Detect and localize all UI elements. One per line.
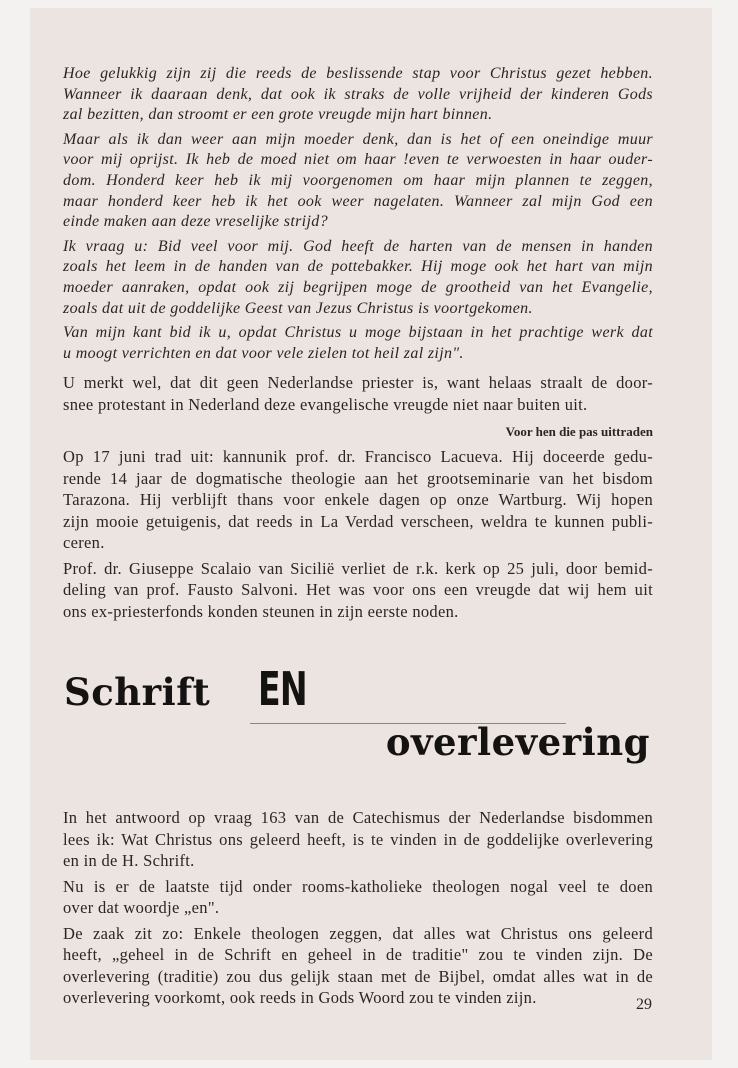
text-line (63, 579, 653, 601)
paragraph (63, 130, 653, 233)
text-line-content: De zaak zit zo: Enkele theologen zeggen, dat alles wat Christus ons geleerd (63, 923, 653, 943)
text-line (63, 372, 653, 394)
text-line-content: overlevering voorkomt, ook reeds in Gods Woord zou te vinden zijn. (63, 988, 537, 1007)
text-line-content: Op 17 juni trad uit: kannunik prof. dr. Francisco Lacueva. Hij doceerde gedu- (63, 447, 653, 466)
text-line (63, 829, 653, 851)
text-line-content: In het antwoord op vraag 163 van de Catechismus der Nederlandse bisdommen (63, 808, 653, 827)
text-line-content: maar honderd keer heb ik het ook weer nagelaten. Wanneer zal mijn God een (63, 192, 653, 210)
text-line (63, 446, 653, 468)
paragraph (63, 372, 653, 415)
text-line (63, 344, 653, 365)
text-line (63, 85, 653, 106)
text-line (63, 278, 653, 299)
text-line (63, 299, 653, 320)
text-line (63, 130, 653, 151)
article-body (63, 807, 653, 1009)
text-line-content: U merkt wel, dat dit geen Nederlandse priester is, want helaas straalt de door- (63, 373, 653, 392)
text-line-content: over dat woordje „en". (63, 898, 220, 917)
text-line (63, 511, 653, 533)
text-line-content: zoals het leem in de handen van de pottebakker. Hij moge ook het hart van mijn (63, 258, 653, 276)
text-line-content: snee protestant in Nederland deze evangelische vreugde niet naar buiten uit. (63, 394, 588, 414)
text-line-content: Van mijn kant bid ik u, opdat Christus u moge bijstaan in het prachtige werk dat (63, 324, 653, 342)
text-line-content: rende 14 jaar de dogmatische theologie aan het grootseminarie van het bisdom (63, 468, 653, 488)
section-heading: Voor hen die pas uittraden (505, 424, 653, 439)
text-line (63, 923, 653, 945)
paragraph (63, 237, 653, 319)
text-line (63, 192, 653, 213)
comment-paragraph (63, 372, 653, 415)
text-line (63, 850, 653, 872)
text-line (63, 394, 653, 416)
text-line (63, 237, 653, 258)
title-schrift: Schrift (64, 670, 211, 714)
text-line (63, 558, 653, 580)
text-line-content: u moogt verrichten en dat voor vele zielen tot heil zal zijn". (63, 344, 464, 362)
text-line-content: einde maken aan deze vreselijke strijd? (63, 213, 328, 231)
text-line (63, 807, 653, 829)
text-line-content: dom. Honderd keer heb ik mij voorgenomen om haar mijn plannen te zeggen, (63, 171, 653, 189)
text-line-content: Wanneer ik daaraan denk, dat ook ik straks de volle vrijheid der kinderen Gods (63, 85, 653, 103)
text-line (63, 987, 653, 1009)
text-line-content: deling van prof. Fausto Salvoni. Het was voor ons een vreugde dat wij hem uit (63, 580, 653, 599)
text-line-content: Ik vraag u: Bid veel voor mij. God heeft de harten van de mensen in handen (63, 237, 653, 255)
text-line (63, 876, 653, 898)
text-line (63, 171, 653, 192)
text-line (63, 468, 653, 490)
text-line (63, 64, 653, 85)
text-line (63, 966, 653, 988)
text-line-content: moeder aanraken, opdat ook zij begrijpen moge de grootheid van het Evangelie, (63, 278, 653, 296)
page-number: 29 (636, 996, 652, 1013)
text-line (63, 105, 653, 126)
text-line (63, 323, 653, 344)
title-en: EN (258, 662, 307, 716)
paragraph (63, 876, 653, 919)
letter-quote (63, 64, 653, 364)
section-body (63, 446, 653, 622)
paragraph (63, 807, 653, 872)
text-line (63, 897, 653, 919)
text-line-content: Nu is er de laatste tijd onder rooms-katholieke theologen nogal veel te doen (63, 876, 653, 896)
paragraph (63, 923, 653, 1009)
paragraph (63, 64, 653, 126)
text-line (63, 150, 653, 171)
text-line-content: Tarazona. Hij verblijft thans voor enkele dagen op onze Wartburg. Wij hopen (63, 490, 653, 509)
text-line-content: ceren. (63, 533, 105, 552)
title-overlevering: overlevering (385, 720, 650, 764)
text-line-content: heeft, „geheel in de Schrift en geheel in de traditie" zou te vinden zijn. De (63, 945, 653, 964)
text-line (63, 601, 653, 623)
text-line (63, 532, 653, 554)
text-line-content: zal bezitten, dan stroomt er een grote vreugde mijn hart binnen. (63, 106, 493, 124)
text-line (63, 257, 653, 278)
paragraph (63, 446, 653, 554)
text-line-content: Prof. dr. Giuseppe Scalaio van Sicilië verliet de r.k. kerk op 25 juli, door bemid- (63, 558, 653, 578)
text-line-content: Maar als ik dan weer aan mijn moeder denk, dan is het of een oneindige muur (63, 130, 653, 148)
paragraph (63, 323, 653, 364)
text-line-content: lees ik: Wat Christus ons geleerd heeft, is te vinden in de goddelijke overlevering (63, 829, 653, 849)
text-line-content: Hoe gelukkig zijn zij die reeds de beslissende stap voor Christus gezet hebben. (63, 65, 653, 82)
text-line-content: voor mij oprijst. Ik heb de moed niet om haar !even te verwoesten in haar ouder- (63, 151, 653, 169)
paragraph (63, 558, 653, 623)
text-line-content: overlevering (traditie) zou dus gelijk staan met de Bijbel, omdat alles wat in de (63, 966, 653, 986)
text-line-content: ons ex-priesterfonds konden steunen in zijn eerste noden. (63, 601, 459, 621)
text-line-content: en in de H. Schrift. (63, 851, 195, 870)
text-line (63, 489, 653, 511)
text-line (63, 944, 653, 966)
text-line-content: zijn mooie getuigenis, dat reeds in La Verdad verscheen, weldra te kunnen publi- (63, 511, 653, 531)
text-line (63, 212, 653, 233)
text-line-content: zoals dat uit de goddelijke Geest van Jezus Christus is voortgekomen. (63, 299, 533, 317)
